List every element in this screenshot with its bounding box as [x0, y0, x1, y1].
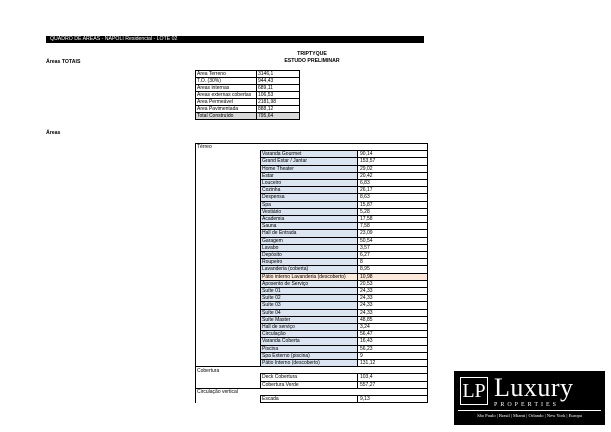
area-value: 48,85: [358, 316, 428, 323]
area-value: 24,33: [358, 295, 428, 302]
area-value: 131,12: [358, 360, 428, 367]
area-row: [196, 280, 428, 287]
area-row: [196, 266, 428, 273]
indent-cell: [196, 259, 261, 266]
indent-cell: [196, 381, 261, 388]
area-value: 20,42: [358, 172, 428, 179]
area-name: Hall de serviço: [261, 324, 358, 331]
indent-cell: [196, 396, 261, 403]
area-value: 24,33: [358, 302, 428, 309]
totals-label: Total Construído: [196, 113, 257, 120]
area-value: 3,57: [358, 244, 428, 251]
area-row: [196, 201, 428, 208]
area-name: Garagem: [261, 237, 358, 244]
indent-cell: [196, 230, 261, 237]
area-name: Spa Externo (piscina): [261, 352, 358, 359]
totals-label: Área Terreno: [196, 71, 257, 78]
area-value: 90,14: [358, 151, 428, 158]
area-value: 557,27: [358, 381, 428, 388]
area-row: [196, 302, 428, 309]
lp-monogram: LP: [460, 377, 488, 405]
logo-divider: [458, 410, 601, 411]
totals-table: [195, 70, 300, 120]
section-row: [196, 388, 428, 395]
area-name: Suíte 03: [261, 302, 358, 309]
section-row: [196, 367, 428, 374]
section-label: Circulação vertical: [196, 388, 261, 395]
area-row: [196, 352, 428, 359]
logo-subtitle: PROPERTIES: [494, 402, 559, 408]
area-row: [196, 316, 428, 323]
indent-cell: [196, 158, 261, 165]
areas-totais-label: Áreas TOTAIS: [46, 59, 81, 65]
area-row: [196, 324, 428, 331]
area-value: 6,27: [358, 252, 428, 259]
totals-row: [196, 78, 300, 85]
indent-cell: [196, 345, 261, 352]
area-name: Lavabo: [261, 244, 358, 251]
section-spacer: [358, 388, 428, 395]
totals-label: Área Permeável: [196, 99, 257, 106]
area-name: Depósito: [261, 252, 358, 259]
section-spacer: [261, 144, 358, 151]
area-row: [196, 223, 428, 230]
totals-row: [196, 71, 300, 78]
area-value: 3,24: [358, 324, 428, 331]
area-name: Suíte 02: [261, 295, 358, 302]
area-row: [196, 338, 428, 345]
indent-cell: [196, 309, 261, 316]
area-row: [196, 396, 428, 403]
indent-cell: [196, 352, 261, 359]
indent-cell: [196, 208, 261, 215]
area-value: 8,95: [358, 266, 428, 273]
area-name: Escada: [261, 396, 358, 403]
area-row: [196, 237, 428, 244]
study-subtitle: ESTUDO PRELIMINAR: [284, 58, 340, 64]
area-row: [196, 381, 428, 388]
indent-cell: [196, 216, 261, 223]
area-value: 17,58: [358, 216, 428, 223]
area-name: Cozinha: [261, 187, 358, 194]
area-value: 5,28: [358, 208, 428, 215]
area-row: [196, 244, 428, 251]
area-row: [196, 252, 428, 259]
area-value: 50,54: [358, 237, 428, 244]
area-name: Vestiário: [261, 208, 358, 215]
indent-cell: [196, 338, 261, 345]
area-name: Pátio Interno (descoberto): [261, 360, 358, 367]
area-row: [196, 165, 428, 172]
section-spacer: [261, 367, 358, 374]
area-row: [196, 309, 428, 316]
indent-cell: [196, 252, 261, 259]
area-name: Suíte Master: [261, 316, 358, 323]
indent-cell: [196, 244, 261, 251]
area-value: 7,58: [358, 223, 428, 230]
indent-cell: [196, 324, 261, 331]
area-value: 56,47: [358, 331, 428, 338]
totals-value: 106,53: [257, 92, 300, 99]
luxury-properties-logo: [454, 371, 605, 425]
indent-cell: [196, 316, 261, 323]
area-name: Academia: [261, 216, 358, 223]
indent-cell: [196, 223, 261, 230]
area-row: [196, 151, 428, 158]
area-name: Suíte 01: [261, 288, 358, 295]
section-spacer: [261, 388, 358, 395]
area-value: 29,02: [358, 165, 428, 172]
totals-label: Áreas externas cobertas: [196, 92, 257, 99]
totals-value: 944,43: [257, 78, 300, 85]
indent-cell: [196, 201, 261, 208]
area-row: [196, 172, 428, 179]
totals-row: [196, 106, 300, 113]
area-row: [196, 288, 428, 295]
area-row: [196, 187, 428, 194]
indent-cell: [196, 180, 261, 187]
section-spacer: [358, 144, 428, 151]
logo-wordmark: Luxury: [494, 373, 574, 402]
totals-row: [196, 85, 300, 92]
area-name: Circulação: [261, 331, 358, 338]
area-value: 103,4: [358, 374, 428, 381]
area-value: 9,13: [358, 396, 428, 403]
area-name: Home Theater: [261, 165, 358, 172]
sheet-title: QUADRO DE AREAS - NAPOLI Residencial - LOTE 02: [50, 36, 178, 42]
area-row: [196, 345, 428, 352]
indent-cell: [196, 295, 261, 302]
area-name: Spa: [261, 201, 358, 208]
area-value: 15,87: [358, 201, 428, 208]
area-row: [196, 158, 428, 165]
area-name: Cobertura Verde: [261, 381, 358, 388]
area-name: Lavanderia (coberta): [261, 266, 358, 273]
totals-value: 689,11: [257, 85, 300, 92]
area-value: 24,33: [358, 309, 428, 316]
area-name: Despensa: [261, 194, 358, 201]
logo-cities: São Paulo | Brasil | Miami | Orlando | New York | Europa: [477, 413, 582, 418]
areas-label: Áreas: [46, 130, 61, 136]
totals-row: [196, 113, 300, 120]
area-row: [196, 360, 428, 367]
area-name: Hall de Entrada: [261, 230, 358, 237]
area-value: 56,23: [358, 345, 428, 352]
indent-cell: [196, 151, 261, 158]
area-name: Suíte 04: [261, 309, 358, 316]
area-value: 6,83: [358, 180, 428, 187]
area-value: 153,57: [358, 158, 428, 165]
indent-cell: [196, 237, 261, 244]
firm-name: TRIPTYQUE: [297, 51, 327, 57]
area-name: Aposento de Serviço: [261, 280, 358, 287]
area-value: 24,33: [358, 288, 428, 295]
area-value: 16,43: [358, 338, 428, 345]
area-row: [196, 273, 428, 280]
totals-row: [196, 99, 300, 106]
totals-value: 888,12: [257, 106, 300, 113]
indent-cell: [196, 280, 261, 287]
indent-cell: [196, 187, 261, 194]
indent-cell: [196, 266, 261, 273]
area-name: Roupeiro: [261, 259, 358, 266]
totals-label: Áreas internas: [196, 85, 257, 92]
area-value: 10,98: [358, 273, 428, 280]
totals-label: Área Pavimentada: [196, 106, 257, 113]
area-row: [196, 230, 428, 237]
totals-row: [196, 92, 300, 99]
area-name: Varanda Gourmet: [261, 151, 358, 158]
area-name: Varanda Coberta: [261, 338, 358, 345]
area-value: 20,53: [358, 280, 428, 287]
indent-cell: [196, 172, 261, 179]
indent-cell: [196, 288, 261, 295]
section-label: Cobertura: [196, 367, 261, 374]
indent-cell: [196, 374, 261, 381]
area-name: Louceiro: [261, 180, 358, 187]
indent-cell: [196, 331, 261, 338]
totals-value: 795,64: [257, 113, 300, 120]
area-name: Deck Cobertura: [261, 374, 358, 381]
area-row: [196, 208, 428, 215]
area-name: Piscina: [261, 345, 358, 352]
indent-cell: [196, 194, 261, 201]
areas-table: [195, 143, 428, 403]
area-value: 9: [358, 352, 428, 359]
area-row: [196, 259, 428, 266]
area-name: Estar: [261, 172, 358, 179]
area-row: [196, 194, 428, 201]
area-row: [196, 216, 428, 223]
section-row: [196, 144, 428, 151]
totals-value: 2181,98: [257, 99, 300, 106]
section-label: Térreo: [196, 144, 261, 151]
indent-cell: [196, 165, 261, 172]
indent-cell: [196, 360, 261, 367]
area-name: Sauna: [261, 223, 358, 230]
indent-cell: [196, 302, 261, 309]
area-name: Pátio interno Lavanderia (descoberto): [261, 273, 358, 280]
sheet-title-bar: [46, 36, 424, 43]
section-spacer: [358, 367, 428, 374]
area-row: [196, 331, 428, 338]
area-row: [196, 180, 428, 187]
area-value: 23,09: [358, 230, 428, 237]
totals-value: 3146,1: [257, 71, 300, 78]
area-value: 8: [358, 259, 428, 266]
indent-cell: [196, 273, 261, 280]
area-value: 26,17: [358, 187, 428, 194]
totals-label: T.O. (30%): [196, 78, 257, 85]
area-row: [196, 295, 428, 302]
area-value: 8,63: [358, 194, 428, 201]
area-name: Grand Estar / Jantar: [261, 158, 358, 165]
area-row: [196, 374, 428, 381]
